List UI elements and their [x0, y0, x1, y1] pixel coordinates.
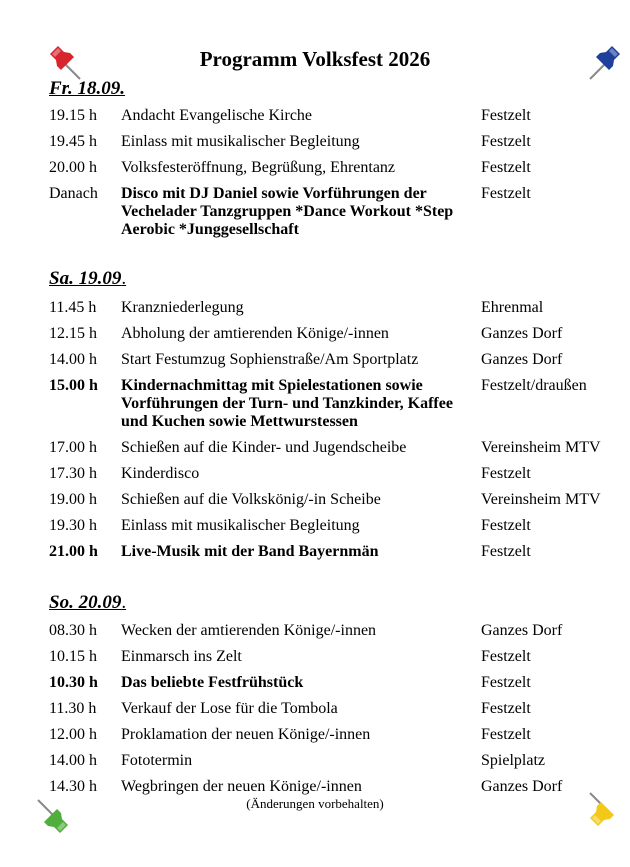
green-pushpin-icon [30, 795, 74, 839]
row-time: 14.00 h [49, 752, 97, 769]
row-location: Ehrenmal [481, 299, 544, 316]
row-time: 12.15 h [49, 325, 97, 342]
row-description: Einlass mit musikalischer Begleitung [121, 133, 360, 150]
row-time: 11.45 h [49, 299, 97, 316]
row-location: Vereinsheim MTV [481, 439, 601, 456]
row-time: 10.15 h [49, 648, 97, 665]
row-time: 08.30 h [49, 622, 97, 639]
row-description: Andacht Evangelische Kirche [121, 107, 313, 124]
row-description: Kindernachmittag mit Spielestationen sowie Vorführungen der Turn- und Tanzkinder, Kaffee und Kuchen sowie Mettwurstessen [121, 377, 453, 430]
row-location: Festzelt [481, 159, 531, 176]
changes-reserved-note: (Änderungen vorbehalten) [246, 796, 384, 811]
row-description: Das beliebte Festfrühstück [121, 674, 304, 691]
row-location: Festzelt [481, 133, 531, 150]
blue-pushpin-icon [582, 40, 626, 84]
row-time: 15.00 h [49, 377, 98, 394]
row-location: Ganzes Dorf [481, 325, 563, 342]
row-location: Ganzes Dorf [481, 351, 563, 368]
row-location: Festzelt [481, 517, 531, 534]
row-time: 11.30 h [49, 700, 97, 717]
row-time: 19.00 h [49, 491, 97, 508]
row-description: Fototermin [121, 752, 193, 769]
row-location: Festzelt [481, 185, 531, 202]
red-pushpin-icon [44, 40, 88, 84]
row-location: Festzelt [481, 543, 531, 560]
yellow-pushpin-icon [584, 788, 628, 832]
row-time: 17.30 h [49, 465, 97, 482]
row-description: Kranzniederlegung [121, 299, 244, 316]
row-description: Live-Musik mit der Band Bayernmän [121, 543, 379, 560]
row-description: Start Festumzug Sophienstraße/Am Sportplatz [121, 351, 419, 368]
row-description: Proklamation der neuen Könige/-innen [121, 726, 371, 743]
row-time: 10.30 h [49, 674, 98, 691]
row-description: Kinderdisco [121, 465, 200, 482]
day-heading-friday: Fr. 18.09. [49, 78, 126, 99]
row-description: Volksfesteröffnung, Begrüßung, Ehrentanz [121, 159, 396, 176]
row-description: Disco mit DJ Daniel sowie Vorführungen der Vechelader Tanzgruppen *Dance Workout *Step Aerobic *Junggesellschaft [121, 185, 454, 238]
row-location: Festzelt [481, 674, 531, 691]
row-location: Festzelt [481, 465, 531, 482]
row-time: 19.30 h [49, 517, 97, 534]
row-location: Spielplatz [481, 752, 545, 769]
row-time: 21.00 h [49, 543, 98, 560]
row-description: Einmarsch ins Zelt [121, 648, 242, 665]
day-heading-saturday: Sa. 19.09. [49, 268, 127, 289]
row-description: Wegbringen der neuen Könige/-innen [121, 778, 362, 795]
row-description: Verkauf der Lose für die Tombola [121, 700, 338, 717]
row-time: 14.30 h [49, 778, 97, 795]
row-description: Schießen auf die Kinder- und Jugendscheibe [121, 439, 407, 456]
row-time: 17.00 h [49, 439, 97, 456]
row-location: Festzelt [481, 726, 531, 743]
row-location: Ganzes Dorf [481, 778, 563, 795]
row-time: 20.00 h [49, 159, 97, 176]
row-description: Abholung der amtierenden Könige/-innen [121, 325, 389, 342]
row-time: 19.45 h [49, 133, 97, 150]
row-description: Wecken der amtierenden Könige/-innen [121, 622, 377, 639]
row-description: Einlass mit musikalischer Begleitung [121, 517, 360, 534]
row-location: Vereinsheim MTV [481, 491, 601, 508]
row-description: Schießen auf die Volkskönig/-in Scheibe [121, 491, 381, 508]
row-location: Festzelt [481, 107, 531, 124]
row-time: 19.15 h [49, 107, 97, 124]
day-heading-sunday: So. 20.09. [49, 592, 127, 613]
row-location: Festzelt/draußen [481, 377, 587, 394]
row-location: Festzelt [481, 700, 531, 717]
row-time: 12.00 h [49, 726, 97, 743]
page-title: Programm Volksfest 2026 [199, 47, 431, 71]
row-location: Ganzes Dorf [481, 622, 563, 639]
row-location: Festzelt [481, 648, 531, 665]
row-time: Danach [49, 185, 98, 202]
row-time: 14.00 h [49, 351, 97, 368]
